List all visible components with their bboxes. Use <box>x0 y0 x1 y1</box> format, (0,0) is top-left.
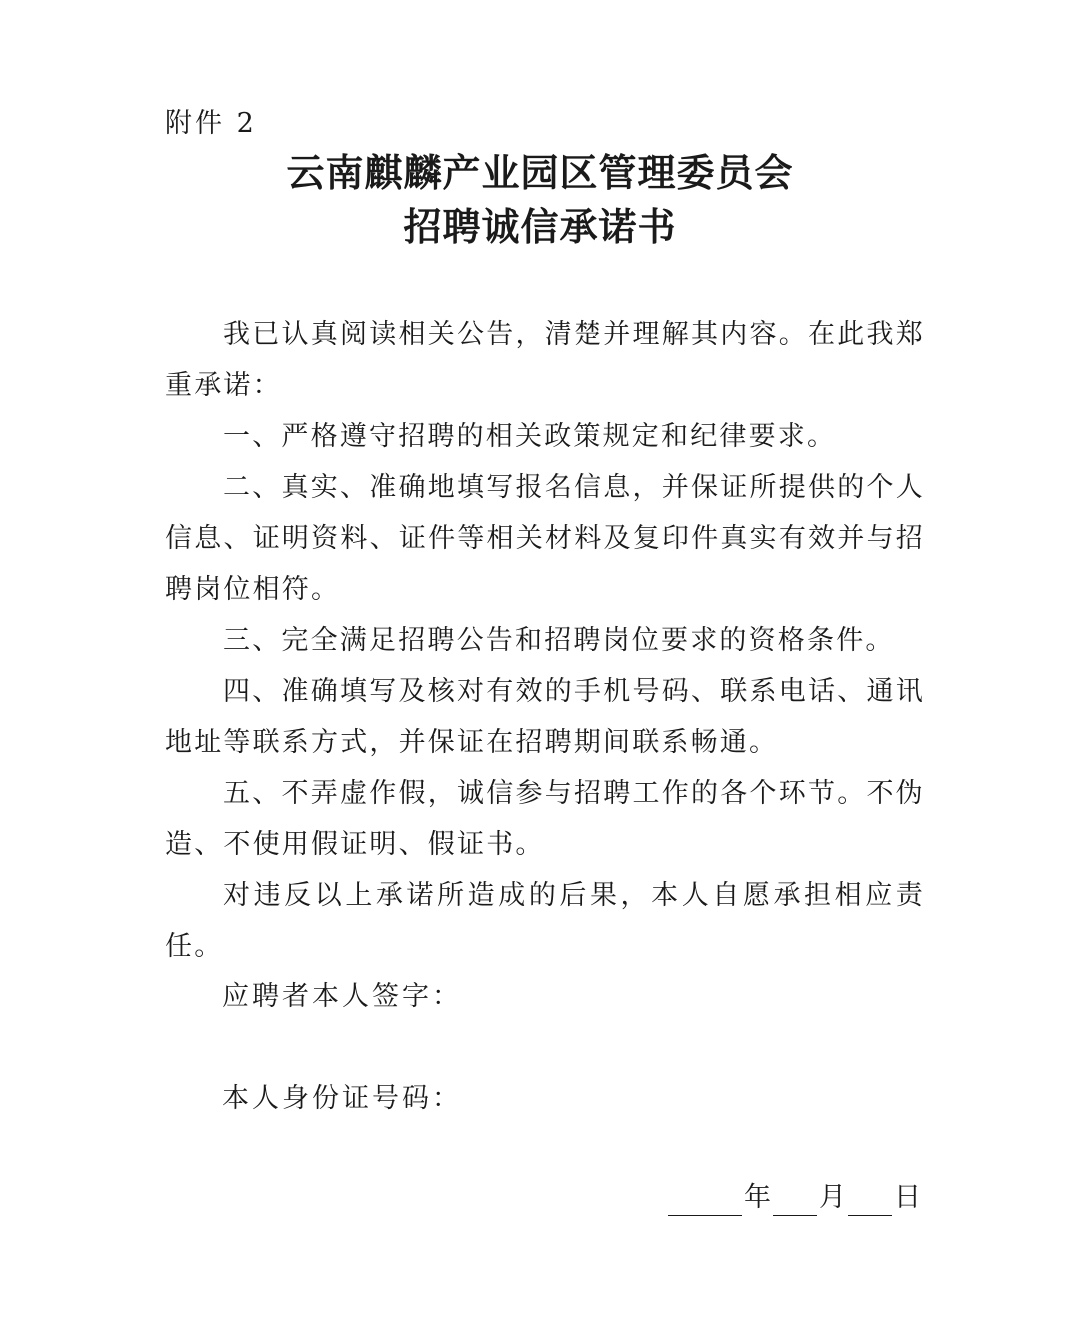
day-label: 日 <box>894 1182 921 1213</box>
month-blank <box>773 1185 817 1216</box>
attachment-label: 附件 2 <box>165 108 257 139</box>
year-label: 年 <box>744 1182 771 1213</box>
year-blank <box>668 1185 742 1216</box>
pledge-item-4: 四、准确填写及核对有效的手机号码、联系电话、通讯地址等联系方式，并保证在招聘期间联系畅通。 <box>165 676 925 758</box>
month-label: 月 <box>819 1182 846 1213</box>
date-line <box>668 1180 923 1216</box>
signature-field: 应聘者本人签字： <box>222 981 462 1012</box>
pledge-body <box>165 309 925 972</box>
pledge-item-2: 二、真实、准确地填写报名信息，并保证所提供的个人信息、证明资料、证件等相关材料及复印件真实有效并与招聘岗位相符。 <box>165 472 925 605</box>
day-blank <box>848 1185 892 1216</box>
pledge-item-5: 五、不弄虚作假，诚信参与招聘工作的各个环节。不伪造、不使用假证明、假证书。 <box>165 778 925 860</box>
document-title-line1: 云南麒麟产业园区管理委员会 <box>286 150 794 195</box>
pledge-item-3: 三、完全满足招聘公告和招聘岗位要求的资格条件。 <box>223 625 895 656</box>
id-number-field: 本人身份证号码： <box>222 1083 462 1114</box>
pledge-item-1: 一、严格遵守招聘的相关政策规定和纪律要求。 <box>223 421 837 452</box>
intro-paragraph: 我已认真阅读相关公告，清楚并理解其内容。在此我郑重承诺： <box>165 319 925 401</box>
liability-statement: 对违反以上承诺所造成的后果，本人自愿承担相应责任。 <box>165 880 925 962</box>
document-title-line2: 招聘诚信承诺书 <box>403 204 677 249</box>
